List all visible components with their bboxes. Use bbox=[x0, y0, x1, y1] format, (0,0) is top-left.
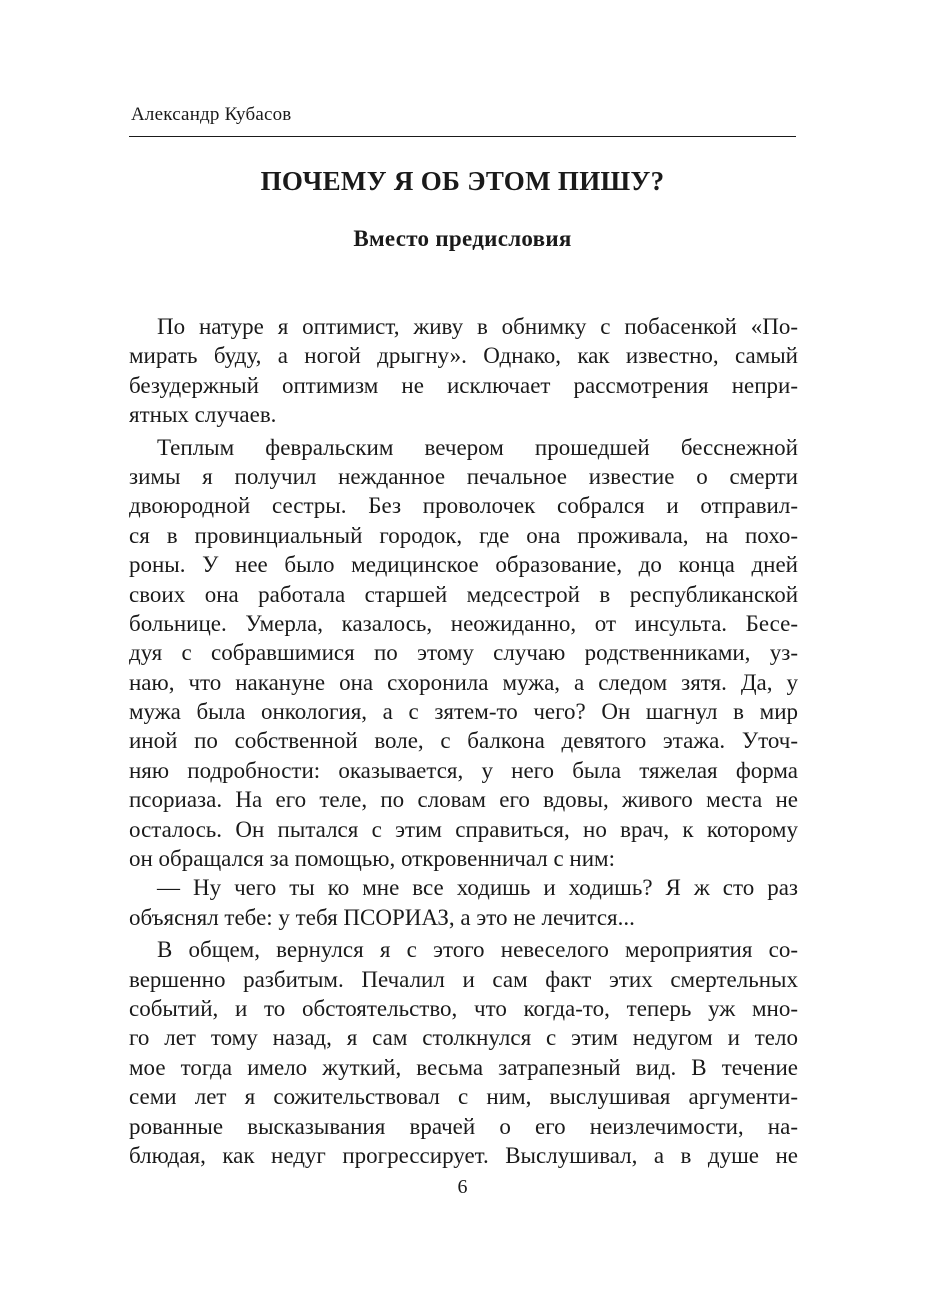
text-line: осталось. Он пытался с этим справиться, но врач, к которому bbox=[129, 816, 798, 842]
text-line: рованные высказывания врачей о его неизлечимости, на- bbox=[129, 1113, 798, 1139]
text-line: вершенно разбитым. Печалил и сам факт этих смертельных bbox=[129, 966, 798, 992]
paragraph-3-dialogue bbox=[129, 873, 798, 932]
text-line: По натуре я оптимист, живу в обнимку с побасенкой «По- bbox=[157, 314, 798, 339]
text-line: В общем, вернулся я с этого невеселого мероприятия со- bbox=[157, 937, 798, 963]
text-line: семи лет я сожительствовал с ним, выслушивая аргументи- bbox=[129, 1084, 798, 1110]
page-number: 6 bbox=[457, 1176, 468, 1198]
text-line: зимы я получил нежданное печальное известие о смерти bbox=[129, 463, 798, 489]
text-line: псориаза. На его теле, по словам его вдовы, живого места не bbox=[129, 787, 798, 813]
text-line: иной по собственной воле, с балкона девятого этажа. Уточ- bbox=[129, 728, 798, 754]
text-line: он обращался за помощью, откровенничал с ним: bbox=[129, 846, 615, 872]
chapter-subtitle: Вместо предисловия bbox=[353, 226, 572, 251]
text-line: мирать буду, а ногой дрыгну». Однако, как известно, самый bbox=[129, 343, 798, 369]
text-line: объяснял тебе: у тебя ПСОРИАЗ, а это не лечится... bbox=[129, 904, 635, 930]
text-line: наю, что накануне она схоронила мужа, а следом зятя. Да, у bbox=[129, 669, 798, 695]
text-line: дуя с собравшимися по этому случаю родственниками, уз- bbox=[129, 640, 798, 666]
paragraph-4 bbox=[129, 935, 798, 1170]
body-text bbox=[129, 312, 798, 1170]
running-header-author: Александр Кубасов bbox=[131, 104, 292, 125]
text-line: ятных случаев. bbox=[129, 402, 277, 428]
text-line: — Ну чего ты ко мне все ходишь и ходишь? Я ж сто раз bbox=[157, 875, 798, 901]
text-line: няю подробности: оказывается, у него была тяжелая форма bbox=[129, 757, 798, 783]
text-line: событий, и то обстоятельство, что когда-то, теперь уж мно- bbox=[129, 995, 798, 1021]
header-rule bbox=[129, 136, 796, 137]
text-line: мое тогда имело жуткий, весьма затрапезный вид. В течение bbox=[129, 1054, 798, 1080]
text-line: Теплым февральским вечером прошедшей бесснежной bbox=[157, 434, 798, 460]
chapter-title: ПОЧЕМУ Я ОБ ЭТОМ ПИШУ? bbox=[260, 166, 665, 196]
text-line: блюдая, как недуг прогрессирует. Выслушивал, а в душе не bbox=[129, 1142, 798, 1168]
text-line: мужа была онкология, а с зятем-то чего? Он шагнул в мир bbox=[129, 699, 798, 725]
text-line: двоюродной сестры. Без проволочек собрался и отправил- bbox=[129, 493, 798, 519]
paragraph-2 bbox=[129, 433, 798, 874]
text-line: ся в провинциальный городок, где она проживала, на похо- bbox=[129, 522, 798, 548]
text-line: безудержный оптимизм не исключает рассмотрения непри- bbox=[129, 372, 798, 398]
text-line: своих она работала старшей медсестрой в республиканской bbox=[129, 581, 798, 607]
text-line: роны. У нее было медицинское образование, до конца дней bbox=[129, 552, 798, 578]
paragraph-1 bbox=[129, 312, 798, 430]
text-line: го лет тому назад, я сам столкнулся с этим недугом и тело bbox=[129, 1025, 798, 1051]
text-line: больнице. Умерла, казалось, неожиданно, от инсульта. Бесе- bbox=[129, 610, 798, 636]
